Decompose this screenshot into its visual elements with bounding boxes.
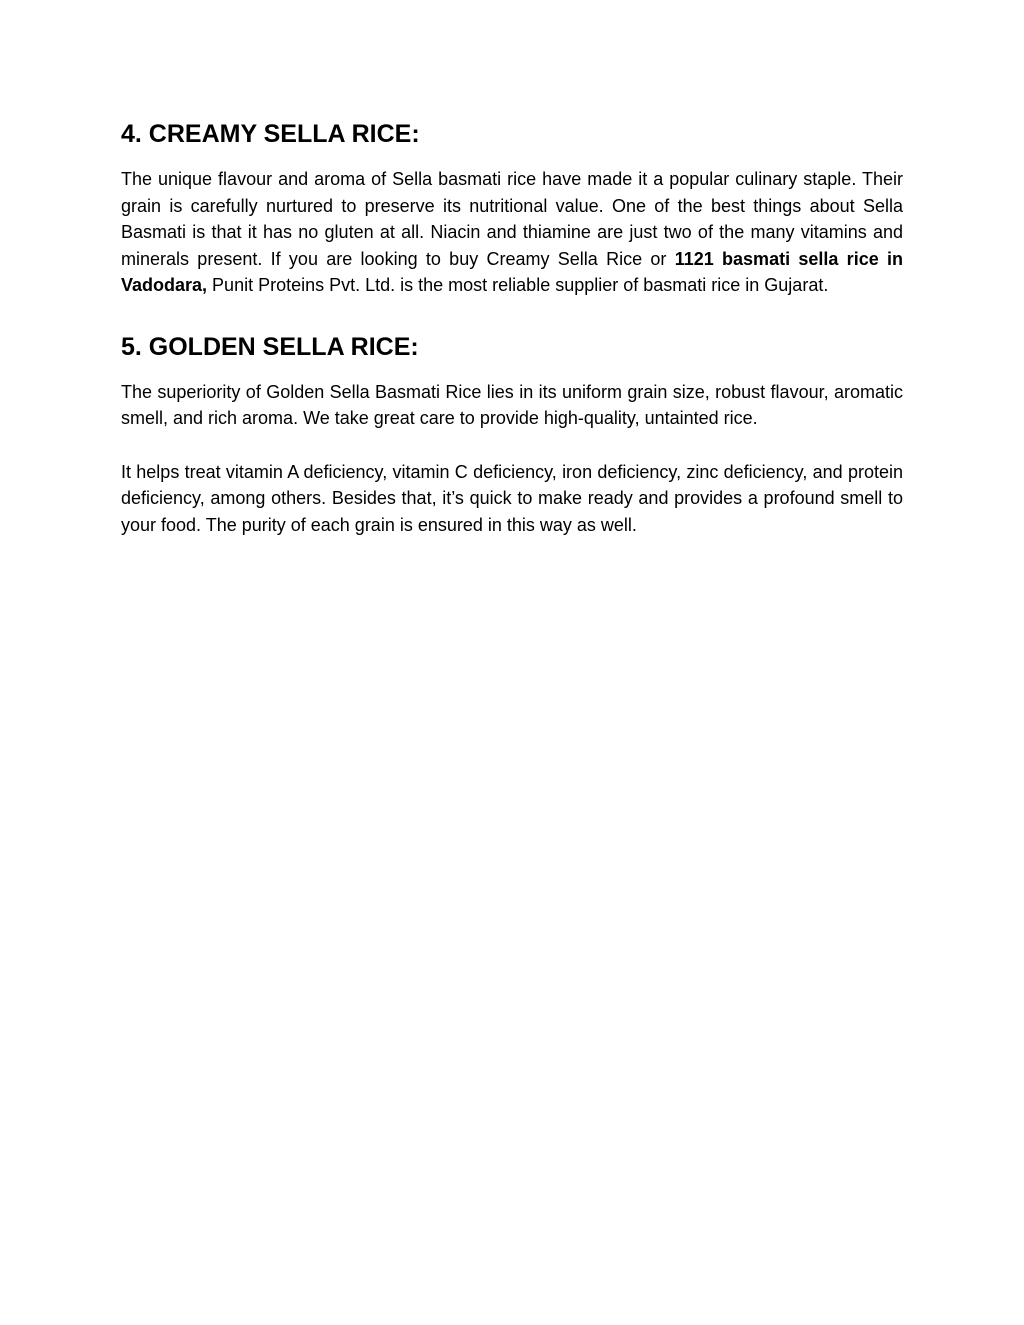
section-paragraph [121,166,903,299]
section-golden-sella-rice [121,329,903,539]
section-creamy-sella-rice [121,116,903,299]
section-heading: 5. GOLDEN SELLA RICE: [121,332,419,361]
paragraph-text: The unique flavour and aroma of Sella basmati rice have made it a popular culinary staple. Their grain is carefully nurtured to preserve its nutritional value. One of the best things about Sella Basmati is that it has no gluten at all. Niacin and thiamine are just two of the many vitamins and minerals present. If you are looking to buy Creamy Sella Rice or [121,169,903,269]
section-paragraph: It helps treat vitamin A deficiency, vitamin C deficiency, iron deficiency, zinc deficiency, and protein deficiency, among others. Besides that, it’s quick to make ready and provides a profound smell to your food. The purity of each grain is ensured in this way as well. [121,461,903,535]
bold-keyword: 1121 basmati sella rice in Vadodara, [121,248,903,295]
section-paragraph: The superiority of Golden Sella Basmati Rice lies in its uniform grain size, robust flavour, aromatic smell, and rich aroma. We take great care to provide high-quality, untainted rice. [121,381,903,428]
paragraph-text: Punit Proteins Pvt. Ltd. is the most reliable supplier of basmati rice in Gujarat. [207,275,829,295]
section-heading: 4. CREAMY SELLA RICE: [121,120,420,148]
document-page [121,116,903,538]
